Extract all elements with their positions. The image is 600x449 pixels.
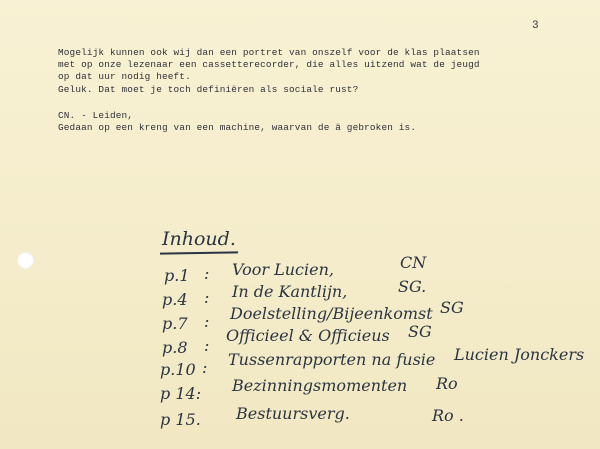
toc-colon: : xyxy=(202,358,208,377)
toc-title-text: In de Kantlijn, xyxy=(232,282,348,301)
toc-author: Ro xyxy=(436,374,458,393)
toc-colon: : xyxy=(204,312,210,331)
typed-line: Gedaan op een kreng van een machine, waarvan de ä gebroken is. xyxy=(58,122,417,133)
toc-page: p.1 xyxy=(164,266,190,285)
toc-colon: : xyxy=(204,336,210,355)
typed-line: Mogelijk kunnen ook wij dan een portret van onszelf voor de klas plaatsen xyxy=(58,47,480,58)
typed-line: met op onze lezenaar een cassetterecorder, die alles uitzend wat de jeugd xyxy=(58,59,480,70)
typed-line: CN. - Leiden, xyxy=(58,110,134,121)
toc-title-text: Bezinningsmomenten xyxy=(232,376,408,395)
toc-page: p.8 xyxy=(162,338,188,357)
toc-page: p 14: xyxy=(160,384,202,403)
toc-colon: : xyxy=(204,264,210,283)
toc-author: Lucien Jonckers xyxy=(454,345,585,364)
toc-author: SG xyxy=(440,298,464,317)
toc-title-text: Tussenrapporten na fusie xyxy=(228,350,436,369)
toc-author: SG. xyxy=(398,277,427,296)
toc-title-text: Bestuursverg. xyxy=(236,404,350,423)
toc-page: p.7 xyxy=(162,314,188,333)
toc-page: p 15. xyxy=(160,410,201,429)
toc-author: CN xyxy=(400,253,427,272)
punch-hole xyxy=(17,252,34,269)
toc-page: p.4 xyxy=(162,290,188,309)
toc-page: p.10 xyxy=(160,360,196,379)
toc-title-text: Voor Lucien, xyxy=(232,260,334,279)
toc-author: Ro . xyxy=(432,406,464,425)
typed-line: op dat uur nodig heeft. xyxy=(58,71,191,82)
toc-title-text: Officieel & Officieus xyxy=(226,326,390,345)
toc-title: Inhoud. xyxy=(162,228,236,250)
toc-title-text: Doelstelling/Bijeenkomst xyxy=(230,304,433,323)
toc-author: SG xyxy=(408,322,432,341)
typed-line: Geluk. Dat moet je toch definiëren als sociale rust? xyxy=(58,84,359,95)
toc-colon: : xyxy=(204,288,210,307)
toc-title-underline xyxy=(160,251,238,254)
page-number: 3 xyxy=(532,20,539,32)
